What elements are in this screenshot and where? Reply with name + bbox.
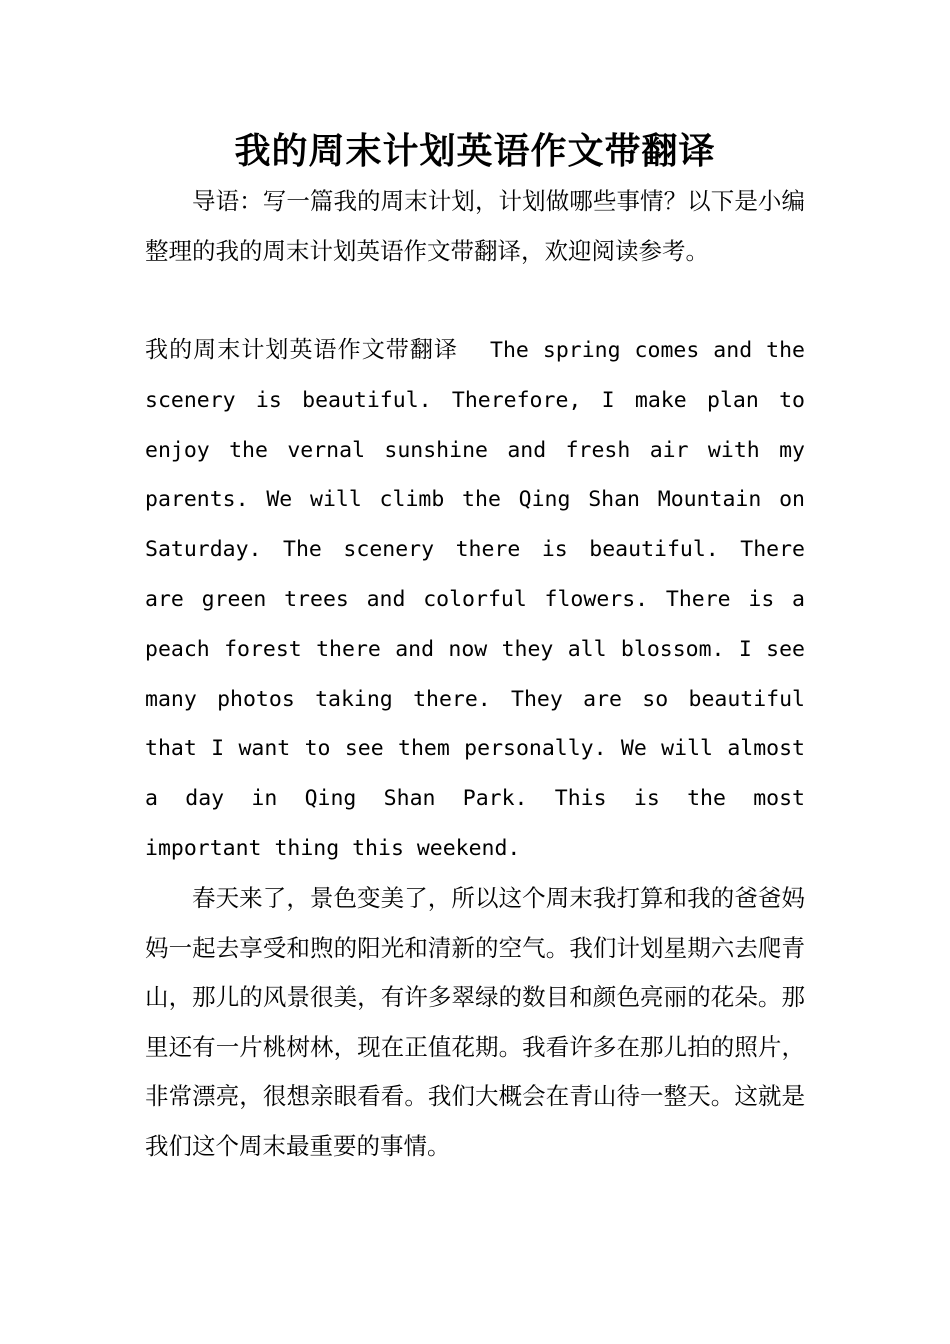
essay-heading: 我的周末计划英语作文带翻译 (145, 337, 459, 363)
intro-paragraph: 导语：写一篇我的周末计划，计划做哪些事情？以下是小编整理的我的周末计划英语作文带翻译，欢迎阅读参考。 (145, 187, 805, 265)
english-essay-paragraph (145, 326, 805, 874)
english-essay-text: The spring comes and the scenery is beautiful. Therefore, I make plan to enjoy the vernal sunshine and fresh air with my parents. We will climb the Qing Shan Mountain on Saturday. The scenery there is beautiful. There are green trees and colorful flowers. There is a peach forest there and now they all blossom. I see many photos taking there. They are so beautiful that I want to see them personally. We will almost a day in Qing Shan Park. This is the most important thing this weekend. (145, 338, 805, 861)
document-title: 我的周末计划英语作文带翻译 (234, 130, 716, 172)
chinese-translation-paragraph: 春天来了，景色变美了，所以这个周末我打算和我的爸爸妈妈一起去享受和煦的阳光和清新的空气。我们计划星期六去爬青山，那儿的风景很美，有许多翠绿的数目和颜色亮丽的花朵。那里还有一片桃树林，现在正值花期。我看许多在那儿拍的照片，非常漂亮，很想亲眼看看。我们大概会在青山待一整天。这就是我们这个周末最重要的事情。 (145, 884, 805, 1160)
